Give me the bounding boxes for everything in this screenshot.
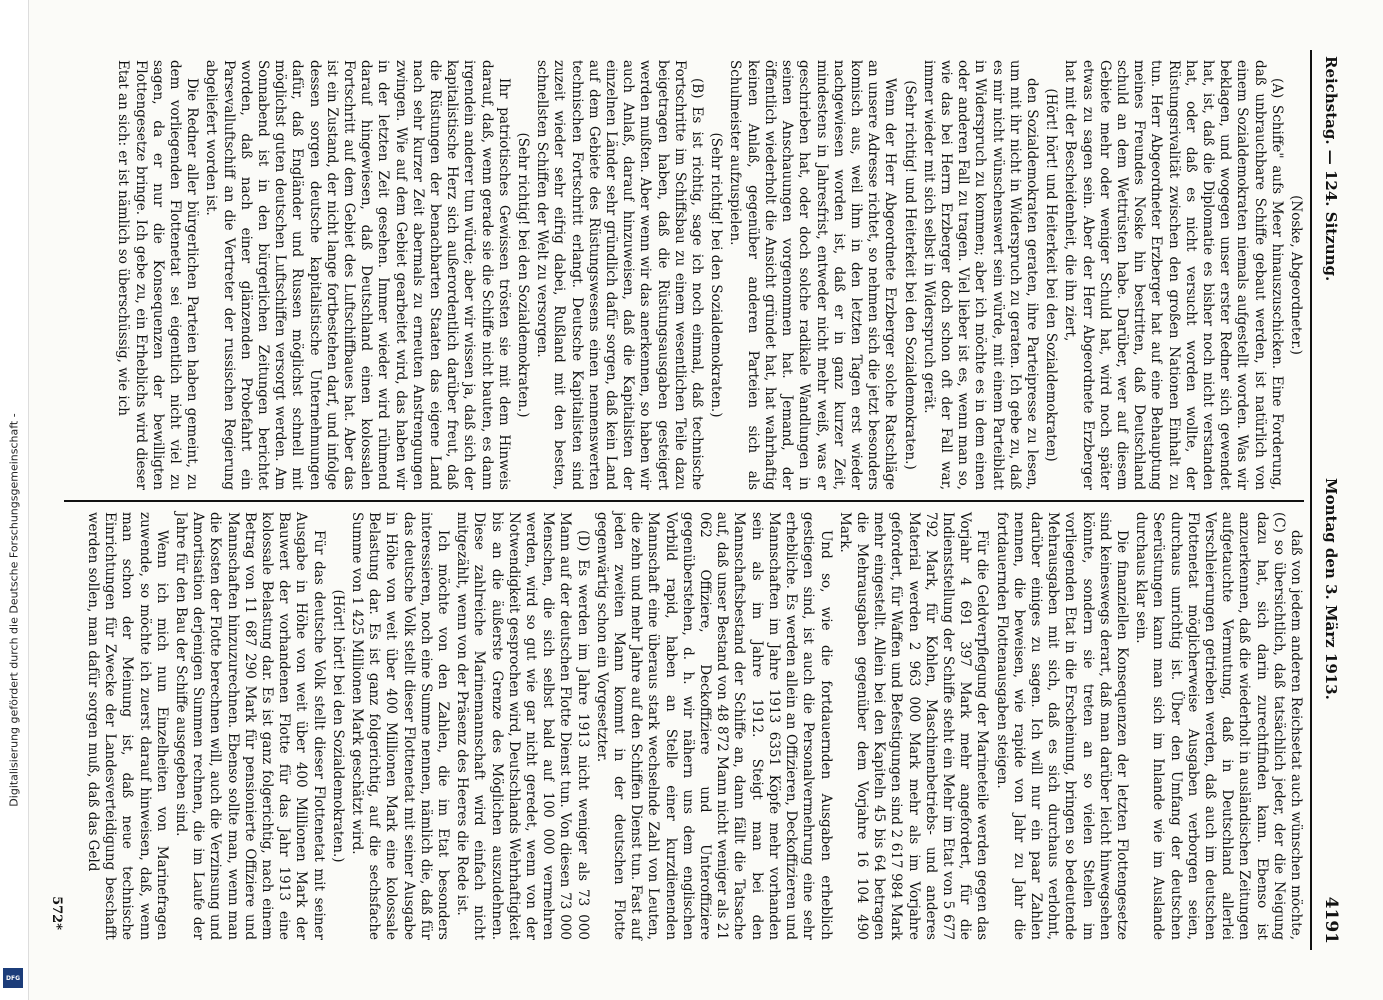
paragraph: Ihr patriotisches Gewissen trösten sie mit dem Hinweis darauf, daß, wenn gerade sie die Schiffe nicht bauten, es dann irgendein anderer tun würde; aber wir wissen ja, daß sich der kapitalistische Herz sich außerordentlich darüber freut, daß die Rüstungen der benachbarten Staaten das eigene Land nach sehr kurzer Zeit abermals zu erneuten Anstrengungen zwingen. Wie auf dem Gebiet gearbeitet wird, das haben wir in der letzten Zeit gesehen. Immer wieder wird rühmend darauf hingewiesen, daß Deutschland einen kolossalen Fortschritt auf dem Gebiet des Luftschiffbaues hat. Aber das ist ein Zustand, der nicht lange fortbestehen darf, und infolge dessen sorgen deutsche kapitalistische Unternehmungen dafür, daß Engländer und Russen möglichst schnell mit möglichst guten deutschen Luftschiffen versorgt werden. Am Sonnabend ist in den bürgerlichen Zeitungen berichtet worden, daß nach einer glänzenden Probefahrt ein Parsevalluftschiff an die Vertreter der russischen Regierung abgeliefert worden ist. <box>203 60 512 490</box>
digitization-note: Digitalisierung gefördert durch die Deutsche Forschungsgemeinschaft - <box>7 413 21 807</box>
paragraph: Und so, wie die fortdauernden Ausgaben erheblich gestiegen sind, ist auch die Personalvermehrung eine sehr erhebliche. Es werden allein an Offizieren, Deckoffizieren und Mannschaften im Jahre 1913 6351 Köpfe mehr vorhanden sein als im Jahre 1912. Steigt man bei den Mannschaftsbestand der Schiffe an, dann fällt die Tatsache auf, daß unser Bestand von 48 872 Mann nicht weniger als 21 062 Offiziere, Deckoffiziere und Unteroffiziere gegenüberstehen, d. h. wir nähern uns dem englischen Vorbild rapid, haben an Stelle einer kurzdienenden Mannschaft eine überaus stark wechselnde Zahl von Leuten, die zehn und mehr Jahre auf den Schiffen Dienst tun. Fast auf jeden zweiten Mann kommt in der deutschen Flotte gegenwärtig schon ein Vorgesetzter. <box>593 512 834 940</box>
paragraph: (Sehr richtig! und Heiterkeit bei den Sozialdemokraten.) <box>901 80 918 470</box>
digitization-strip <box>0 0 29 1000</box>
right-column <box>64 500 1304 950</box>
paragraph: (A) Schiffe" aufs Meer hinauszuschicken. Eine Forderung, daß unbrauchbare Schiffe gebaut werden, ist natürlich von einem Sozialdemokraten niemals aufgestellt worden. Was wir beklagen, und wogegen unser erster Redner sich gewendet hat, ist, daß die Diplomatie es bisher noch nicht verstanden hat, oder daß es nicht versucht worden wollte, der Rüstungsrivalität zwischen den großen Nationen Einhalt zu tun. Herr Abgeordneter Erzberger hat auf eine Behauptung meines Freundes Noske hin bestritten, daß Deutschland schuld an dem Wettrüsten habe. Darüber, wer auf diesem Gebiete mehr oder weniger Schuld hat, wird noch später etwas zu sagen sein. Aber der Herr Abgeordnete Erzberger hat mit der Bescheidenheit, die ihn ziert, <box>1062 60 1285 490</box>
paragraph: (B) Es ist richtig, sage ich noch einmal, daß technische Fortschritte im Schiffsbau zu einem wesentlichen Teile dazu beigetragen haben, daß die Rüstungsausgaben gesteigert werden mußten. Aber wenn wir das anerkennen, so haben wir auch Anlaß, darauf hinzuweisen, daß die Kapitalisten der einzelnen Länder sehr gründlich dafür sorgen, daß kein Land auf dem Gebiete des Rüstungswesens einen nennenswerten technischen Fortschritt erlangt. Deutsche Kapitalisten sind zuzeit wieder sehr eifrig dabei, Rußland mit den besten, schnellsten Schiffen der Welt zu versorgen. <box>534 60 706 490</box>
text-columns <box>64 50 1304 950</box>
paragraph: Die finanziellen Konsequenzen der letzten Flottengesetze sind keineswegs derart, daß man darüber leicht hinwegsehen könnte, sondern sie treten an so vielen Stellen im vorliegenden Etat in die Erscheinung, bringen so bedeutende Mehrausgaben mit sich, daß es sich durchaus verlohnt, darüber einiges zu sagen. Ich will nur ein paar Zahlen nennen, die beweisen, wie rapide von Jahr zu Jahr die fortdauernden Flottenausgaben steigen. <box>993 512 1130 940</box>
page-number: 4191 <box>1321 896 1341 944</box>
paragraph: Für die Geldverpflegung der Marineteile werden gegen das Vorjahr 4 691 397 Mark mehr angefordert, für die Indienststellung der Schiffe steht ein Mehr im Etat von 5 677 792 Mark, für Kohlen, Maschinenbetriebs- und anderes Material werden 2 963 000 Mark mehr als im Vorjahre gefordert, für Waffen und Befestigungen sind 2 617 984 Mark mehr eingestellt. Allein bei den Kapiteln 45 bis 64 betragen die Mehrausgaben gegenüber dem Vorjahre 16 104 490 Mark. <box>836 512 991 940</box>
paragraph: (Sehr richtig! bei den Sozialdemokraten.) <box>708 132 725 418</box>
paragraph: (Noske, Abgeordneter.) <box>1288 195 1304 355</box>
page-footer-signature: 572* <box>49 896 64 930</box>
paragraph: Wenn ich mich nun Einzelheiten von Marinefragen zuwende, so möchte ich zuerst darauf hinweisen, daß, wenn man schon der Meinung ist, daß neue technische Einrichtungen für Zwecke der Landesverteidigung beschafft werden sollen, man dafür sorgen muß, daß das Geld <box>84 512 170 940</box>
paragraph: Ich möchte von den Zahlen, die im Etat besonders interessieren, noch eine Summe nennen, nämlich die, daß für das deutsche Volk stellt dieser Flottenetat mit seiner Ausgabe in Höhe von weit über 400 Millionen Mark eine kolossale Belastung dar. Es ist ganz folgerichtig, auf die sechsfache Summe von 1 425 Millionen Mark geschätzt wird. <box>349 512 452 940</box>
paragraph: den Sozialdemokraten geraten, ihre Parteipresse zu lesen, um mit ihr nicht in Widerspruch zu geraten. Ich gebe zu, daß es mir nicht wünschenswert sein würde, mit einem Parteiblatt in Widerspruch zu kommen; aber ich möchte es in dem einen oder anderen Fall zu tragen. Viel lieber ist es, wenn man so, wie das bei Herrn Erzberger doch schon oft der Fall war, immer wieder mit sich selbst in Widerspruch gerät. <box>920 60 1040 490</box>
paragraph: Die Redner aller bürgerlichen Parteien haben gemeint, zu dem vorliegenden Flottenetat sei eigentlich nicht viel zu sagen, da er nur die Konsequenzen der bewilligten Flottengesetze bringe. Ich gebe zu, ein Erheblichs wird dieser Etat an sich: er ist nämlich so überschüssig, wie ich <box>115 60 201 490</box>
header-left: Reichstag. — 124. Sitzung. <box>1322 56 1340 282</box>
rotated-document-area <box>40 40 1360 960</box>
paragraph: (D) Es werden im Jahre 1913 nicht weniger als 73 000 Mann auf der deutschen Flotte Dienst tun. Von diesen 73 000 Menschen, die sich selbst bald auf 100 000 vermehren werden, wird so gut wie gar nicht geredet, wenn von der Notwendigkeit gesprochen wird, Deutschlands Wehrhaftigkeit bis an die äußerste Grenze des Möglichen auszudehnen. Diese zahlreiche Marinemannschaft wird einfach nicht mitgezählt, wenn von der Präsenz des Heeres die Rede ist. <box>454 512 591 940</box>
dfg-logo-icon: DFG <box>3 968 23 988</box>
paragraph: daß von jedem anderen Reichsetat auch wünschen möchte, (C) so übersichtlich, daß tatsächlich jeder, der die Neigung dazu hat, sich darin zurechtfinden kann. Ebenso ist anzuerkennen, daß die wiederholt in ausländischen Zeitungen aufgetauchte Vermutung, daß in Deutschland allerlei Verschleierungen getrieben werden, daß auch im deutschen Flottenetat möglicherweise Ausgaben verborgen seien, durchaus unrichtig ist. Über den Umfang der deutschen Seerüstungen kann man sich im Inlande wie im Auslande durchaus klar sein. <box>1133 512 1304 940</box>
paragraph: Wenn der Herr Abgeordnete Erzberger solche Ratschläge an unsere Adresse richtet, so nehmen sich die jetzt besonders komisch aus, weil ihm in den letzten Tagen erst wieder nachgewiesen worden ist, daß er in ganz kurzer Zeit, mindestens in Jahresfrist, entweder nicht mehr weiß, was er geschrieben hat, oder doch solche radikale Wandlungen in seinen Anschauungen vorgenommen hat. Jemand, der öffentlich wiederholt die Ansicht gründet hat, hat wahrhaftig keinen Anlaß, gegenüber anderen Parteien sich als Schulmeister aufzuspielen. <box>727 60 899 490</box>
left-column <box>64 50 1304 500</box>
header-right: Montag den 3. März 1913. <box>1322 478 1340 700</box>
page-header <box>1310 50 1350 950</box>
paragraph: Für das deutsche Volk stellt dieser Flottenetat mit seiner Ausgabe in Höhe von weit über 400 Millionen Mark der Bauwert der vorhandenen Flotte für das Jahr 1913 eine kolossale Belastung dar. Es ist ganz folgerichtig, nach einem Betrag von 11 687 290 Mark für pensionierte Offiziere und Mannschaften hinzuzurechnen. Ebenso sollte man, wenn man die Kosten der Flotte berechnen will, auch die Verzinsung und Amortisation derjenigen Summen rechnen, die im Laufe der Jahre für den Bau der Schiffe ausgegeben sind. <box>173 512 327 940</box>
document-page <box>50 50 1350 950</box>
paragraph: (Sehr richtig! bei den Sozialdemokraten.) <box>515 132 532 418</box>
paragraph: (Hört! hört! und Heiterkeit bei den Sozialdemokraten) <box>1043 88 1060 462</box>
paragraph: (Hört! hört! bei den Sozialdemokraten.) <box>329 589 346 863</box>
